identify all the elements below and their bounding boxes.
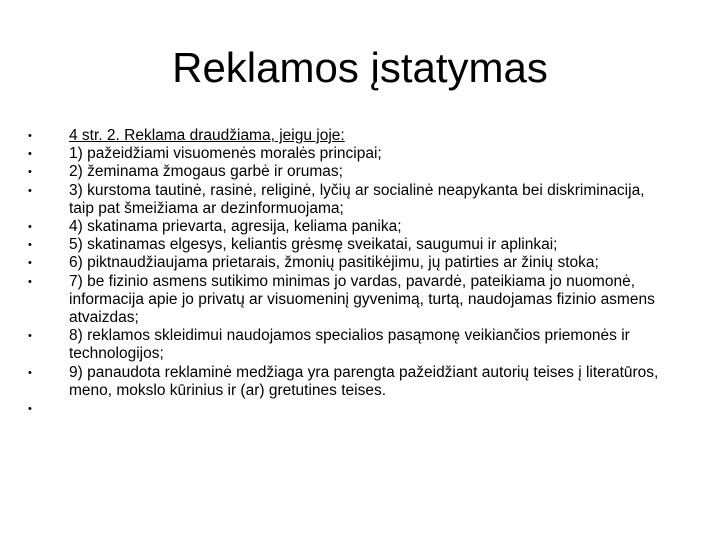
bullet-icon: • xyxy=(28,148,32,161)
list-item-text: 1) pažeidžiami visuomenės moralės principai; xyxy=(69,145,382,163)
list-item-text: 9) panaudota reklaminė medžiaga yra parengta pažeidžiant autorių teises į literatūros, meno, mokslo kūrinius ir (ar) gretutines teises. xyxy=(69,363,659,399)
list-item xyxy=(0,182,700,218)
bullet-icon: • xyxy=(28,166,32,179)
list-item xyxy=(0,163,700,181)
list-item xyxy=(0,327,700,363)
list-item-text: 7) be fizinio asmens sutikimo minimas jo vardas, pavardė, pateikiama jo nuomonė, informacija apie jo privatų ar visuomeninį gyvenimą, turtą, naudojamas fizinio asmens atvaizdas; xyxy=(69,272,655,327)
bullet-icon: • xyxy=(28,257,32,270)
list-item-empty xyxy=(0,400,700,418)
list-item xyxy=(0,273,700,328)
bullet-list xyxy=(0,127,720,418)
bullet-icon: • xyxy=(28,403,32,416)
slide-title: Reklamos įstatymas xyxy=(172,44,548,91)
list-item-text: 5) skatinamas elgesys, keliantis grėsmę sveikatai, saugumui ir aplinkai; xyxy=(69,236,558,254)
list-item-text: 3) kurstoma tautinė, rasinė, religinė, lyčių ar socialinė neapykanta bei diskriminacija, taip pat šmeižiama ar dezinformuojama; xyxy=(69,181,645,217)
list-item-text: 8) reklamos skleidimui naudojamos specialios pasąmonę veikiančios priemonės ir technologijos; xyxy=(69,327,630,363)
list-item-text: 6) piktnaudžiaujama prietarais, žmonių pasitikėjimu, jų patirties ar žinių stoka; xyxy=(69,254,599,272)
bullet-icon: • xyxy=(28,221,32,234)
bullet-icon: • xyxy=(28,130,32,142)
list-item xyxy=(0,364,700,400)
list-item-text xyxy=(69,400,73,417)
bullet-icon: • xyxy=(28,239,32,252)
bullet-icon: • xyxy=(28,184,32,197)
bullet-icon: • xyxy=(28,275,32,288)
list-item xyxy=(0,127,700,145)
list-item xyxy=(0,218,700,236)
list-item-text: 4) skatinama prievarta, agresija, keliama panika; xyxy=(69,218,402,236)
list-item xyxy=(0,236,700,254)
list-item xyxy=(0,254,700,272)
list-item-text: 2) žeminama žmogaus garbė ir orumas; xyxy=(69,163,343,181)
bullet-icon: • xyxy=(28,366,32,379)
bullet-icon: • xyxy=(28,330,32,343)
list-item-text: 4 str. 2. Reklama draudžiama, jeigu joje: xyxy=(69,127,345,144)
list-item xyxy=(0,145,700,163)
